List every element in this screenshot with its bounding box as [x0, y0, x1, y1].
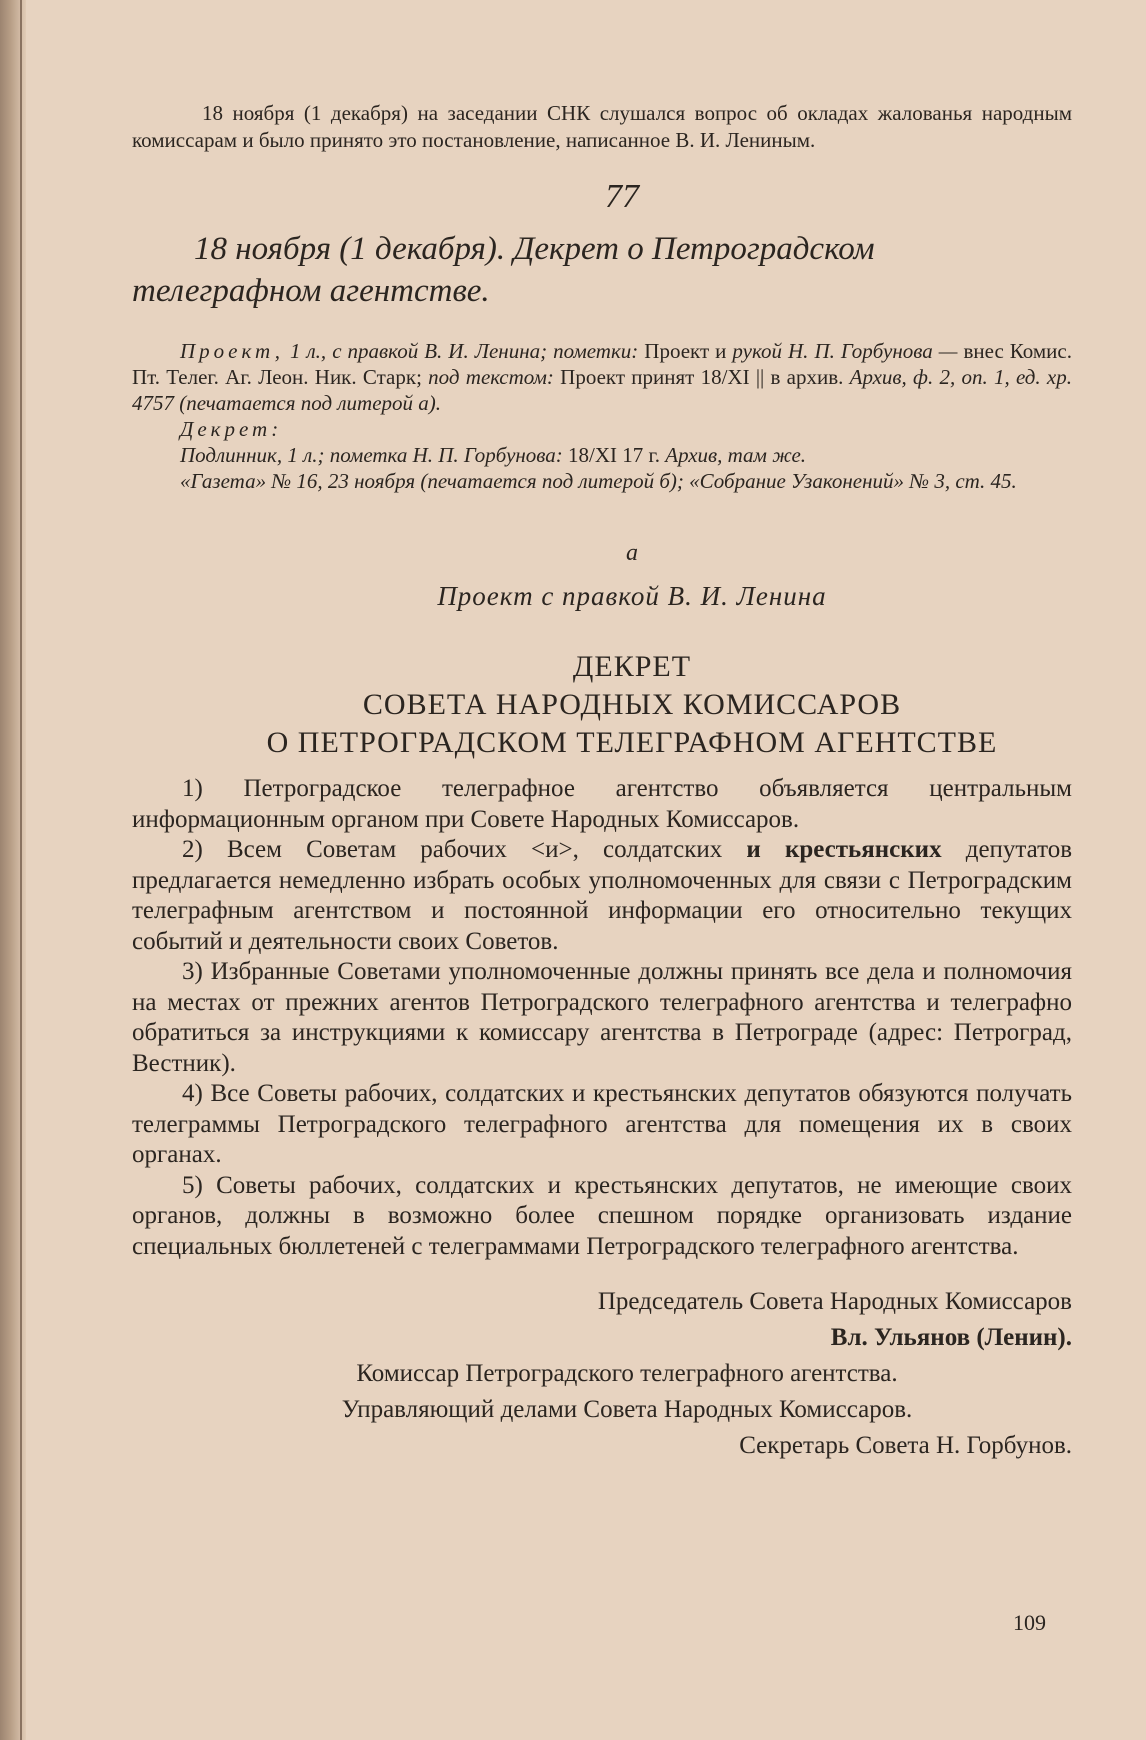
note-quote: 18/XI 17 г. [568, 443, 661, 467]
chair-title: Председатель Совета Народных Комиссаров [597, 1288, 1072, 1315]
intro-paragraph: 18 ноября (1 декабря) на заседании СНК слушался вопрос об окладах жалованья народным комиссарам и было принято это постановление, написанное В. И. Лениным. [132, 101, 1072, 152]
note-text: под текстом: [421, 365, 561, 389]
decree-paragraph-2 [132, 835, 1072, 957]
note-text: Архив, там же. [660, 443, 807, 467]
secretary-signature: Секретарь Совета Н. Горбунов. [739, 1432, 1072, 1459]
decree-paragraph-5: 5) Советы рабочих, солдатских и крестьянских депутатов, не имеющие своих органов, должны в возможно более спешном порядке организовать издание специальных бюллетеней с телеграммами Петроградского телеграфного агентства. [132, 1171, 1072, 1260]
page-content [132, 100, 1072, 1464]
note-text: Архив, ф. 2, оп. 1, ед. хр. 4757 (печатается под литерой а). [132, 365, 1073, 415]
note-text: рукой Н. П. Горбунова — [726, 339, 964, 363]
document-heading: 18 ноября (1 декабря). Декрет о Петроградском телеграфном агентстве. [132, 231, 875, 309]
paragraph-bold-insert: и крестьянских [746, 836, 942, 863]
decree-title [192, 648, 1072, 762]
archive-notes [132, 338, 1072, 494]
variant-letter: а [626, 540, 638, 566]
signature-block [132, 1284, 1072, 1464]
note-text: Подлинник, 1 л.; пометка Н. П. Горбунова: [180, 443, 569, 467]
page-number: 109 [1013, 1610, 1046, 1635]
archive-note-publication: «Газета» № 16, 23 ноября (печатается под литерой б); «Собрание Узаконений» № 3, ст. 45. [180, 469, 1017, 493]
decree-paragraph-3: 3) Избранные Советами уполномоченные должны принять все дела и полномочия на местах от прежних агентов Петроградского телеграфного агентства и телеграфно обратиться за инструкциями к комиссару агентства в Петрограде (адрес: Петроград, Вестник). [132, 958, 1072, 1077]
archive-note-draft [132, 338, 1072, 416]
chair-name: Вл. Ульянов (Ленин). [830, 1324, 1072, 1351]
variant-title: Проект с правкой В. И. Ленина [437, 581, 827, 611]
paragraph-text: 2) Всем Советам рабочих <и>, солдатских [182, 836, 747, 863]
note-quote: Проект принят 18/XI || в архив. [560, 365, 844, 389]
decree-paragraph-1: 1) Петроградское телеграфное агентство объявляется центральным информационным органом при Совете Народных Комиссаров. [132, 775, 1072, 833]
decree-paragraph-4: 4) Все Советы рабочих, солдатских и крестьянских депутатов обязуются получать телеграммы Петроградского телеграфного агентства для помещения их в своих органах. [132, 1080, 1072, 1168]
decree-title-line: ДЕКРЕТ [572, 650, 692, 683]
note-label-decree: Декрет: [180, 417, 283, 441]
note-text: 1 л., с правкой В. И. Ленина; пометки: [283, 339, 645, 363]
commissar-signature: Комиссар Петроградского телеграфного агентства. [356, 1360, 898, 1387]
note-quote: Проект и [644, 339, 727, 363]
document-number: 77 [605, 178, 639, 215]
decree-title-line: О ПЕТРОГРАДСКОМ ТЕЛЕГРАФНОМ АГЕНТСТВЕ [266, 726, 998, 759]
manager-signature: Управляющий делами Совета Народных Комиссаров. [341, 1396, 913, 1423]
note-quote: внес Комис. Пт. Телег. Аг. Леон. Ник. Старк; [132, 339, 1072, 389]
note-label-draft: Проект, [180, 339, 284, 363]
paragraph-text: депутатов предлагается немедленно избрать особых уполномоченных для связи с Петроградским телеграфным агентством и постоянной информации его относительно текущих событий и деятельности своих Советов. [132, 836, 1073, 955]
archive-note-decree [132, 416, 1072, 442]
decree-title-line: СОВЕТА НАРОДНЫХ КОМИССАРОВ [362, 688, 902, 721]
book-spine-edge [0, 0, 26, 1740]
archive-note-original [132, 442, 1072, 468]
